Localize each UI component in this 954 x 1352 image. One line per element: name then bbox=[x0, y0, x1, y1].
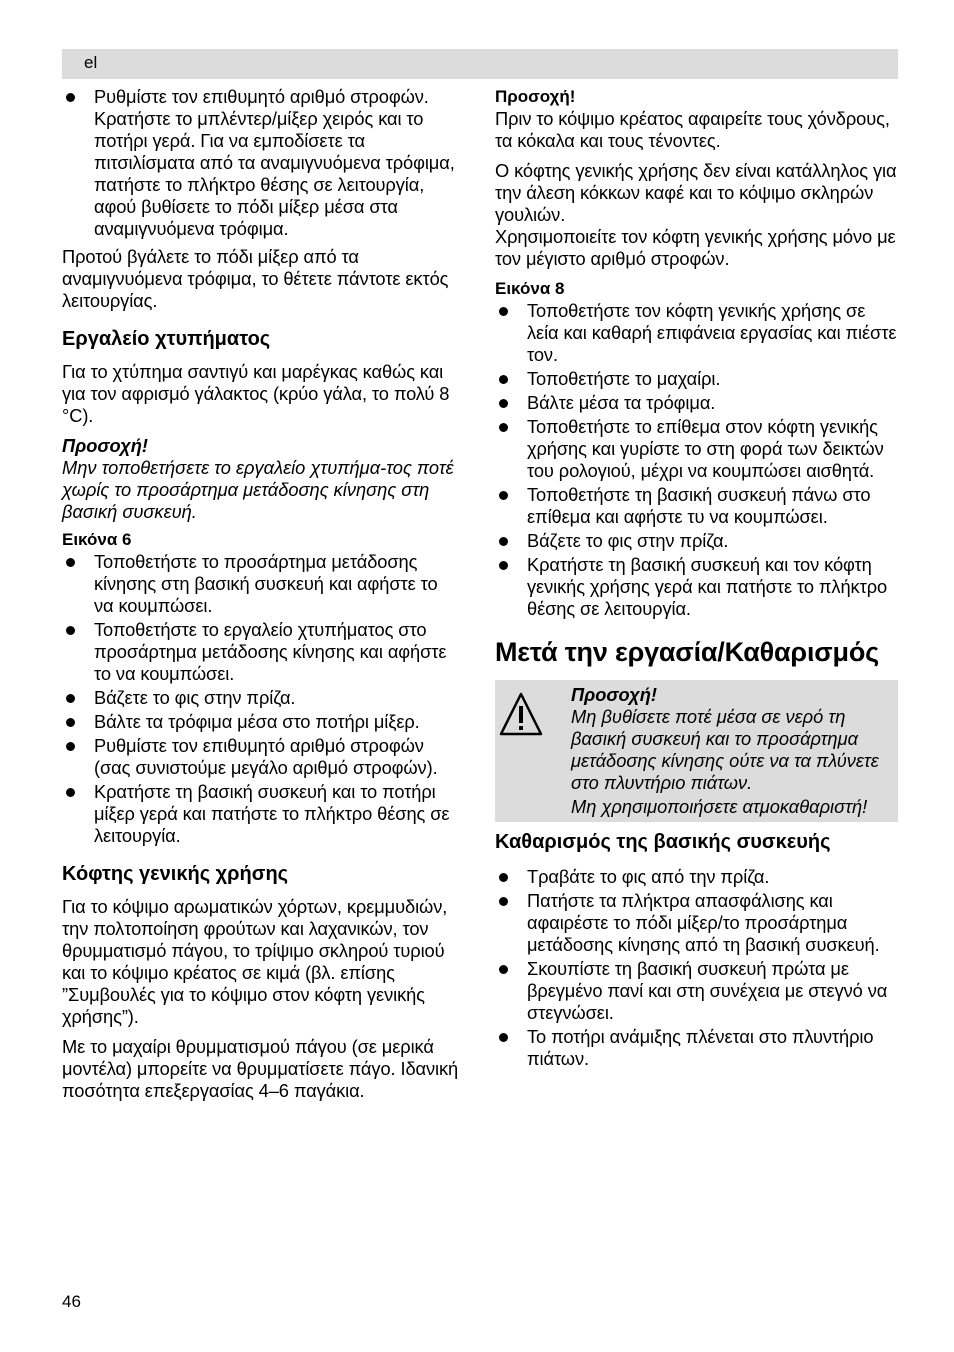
caution-paragraph-1: Πριν το κόψιμο κρέατος αφαιρείτε τους χόνδρους, τα κόκαλα και τους τένοντες. bbox=[495, 108, 890, 151]
whisk-paragraph: Για το χτύπημα σαντιγύ και μαρέγκας καθώς και για τον αφρισμό γάλακτος (κρύο γάλα, το πολύ 8 °C). bbox=[62, 361, 450, 426]
warning-triangle-icon bbox=[495, 684, 571, 818]
caution-paragraph-3: Χρησιμοποιείτε τον κόφτη γενικής χρήσης μόνο με τον μέγιστο αριθμό στροφών. bbox=[495, 226, 896, 269]
list-item bbox=[495, 392, 898, 414]
list-item-text: Το ποτήρι ανάμιξης πλένεται στο πλυντήριο πιάτων. bbox=[527, 1026, 874, 1069]
language-bar bbox=[62, 49, 898, 79]
warning-text-2: Μη χρησιμοποιήσετε ατμοκαθαριστή! bbox=[571, 796, 868, 817]
list-item-text: Κρατήστε τη βασική συσκευή και τον κόφτη γενικής χρήσης γερά και πατήστε το πλήκτρο θέσης σε λειτουργία. bbox=[527, 554, 888, 619]
list-item-text: Βάζετε το φις στην πρίζα. bbox=[527, 530, 729, 551]
list-item-text: Τοποθετήστε το επίθεμα στον κόφτη γενικής χρήσης και γυρίστε το στη φορά των δεικτών του ρολογιού, μέχρι να κουμπώσει αισθητά. bbox=[527, 416, 884, 481]
list-item-text: Τοποθετήστε τη βασική συσκευή πάνω στο επίθεμα και αφήστε τυ να κουμπώσει. bbox=[527, 484, 871, 527]
warning-text-block bbox=[571, 684, 898, 818]
bullet-icon bbox=[499, 307, 508, 316]
warning-text: Μη βυθίσετε ποτέ μέσα σε νερό τη βασική συσκευή και το προσάρτημα μετάδοσης κίνησης ούτε να τα πλύνετε στο πλυντήριο πιάτων. bbox=[571, 706, 879, 793]
whisk-heading: Εργαλείο χτυπήματος bbox=[62, 328, 271, 350]
figure-8-label: Εικόνα 8 bbox=[495, 279, 565, 298]
list-item-text: Βάλτε μέσα τα τρόφιμα. bbox=[527, 392, 716, 413]
bullet-icon bbox=[499, 399, 508, 408]
bullet-icon bbox=[499, 897, 508, 906]
cleaning-list bbox=[495, 866, 898, 1070]
caution-paragraph-2: Ο κόφτης γενικής χρήσης δεν είναι κατάλληλος για την άλεση κόκκων καφέ και το κόψιμο σκληρών γουλιών. bbox=[495, 160, 897, 225]
chopper-paragraph-1: Για το κόψιμο αρωματικών χόρτων, κρεμμυδιών, την πολτοποίηση φρούτων και λαχανικών, τον θρυμματισμό πάγου, το τρίψιμο σκληρού τυριού και το κόψιμο κρέατος σε κιμά (βλ. επίσης ”Συμβουλές για το κόψιμο στον κόφτη γενικής χρήσης”). bbox=[62, 896, 448, 1027]
warning-title: Προσοχή! bbox=[571, 684, 657, 705]
bullet-icon bbox=[499, 491, 508, 500]
list-item bbox=[495, 368, 898, 390]
chopper-paragraph-2: Με το μαχαίρι θρυμματισμού πάγου (σε μερικά μοντέλα) μπορείτε να θρυμματίσετε πάγο. Ιδανική ποσότητα επεξεργασίας 4–6 παγάκια. bbox=[62, 1036, 459, 1101]
list-item-text: Τοποθετήστε το εργαλείο χτυπήματος στο προσάρτημα μετάδοσης κίνησης και αφήστε το να κουμπώσει. bbox=[94, 619, 447, 684]
list-item bbox=[62, 687, 462, 709]
list-item bbox=[62, 781, 462, 847]
section-heading: Μετά την εργασία/Καθαρισμός bbox=[495, 637, 879, 667]
bullet-icon bbox=[499, 561, 508, 570]
whisk-caution-text: Μην τοποθετήσετε το εργαλείο χτυπήμα-τος ποτέ χωρίς το προσάρτημα μετάδοσης κίνησης στη βασική συσκευή. bbox=[62, 457, 454, 522]
bullet-icon bbox=[499, 1033, 508, 1042]
intro-paragraph: Προτού βγάλετε το πόδι μίξερ από τα αναμιγνυόμενα τρόφιμα, το θέτετε πάντοτε εκτός λειτουργίας. bbox=[62, 246, 449, 311]
list-item-text: Ρυθμίστε τον επιθυμητό αριθμό στροφών. Κρατήστε το μπλέντερ/μίξερ χειρός και το ποτήρι γερά. Για να εμποδίσετε τα πιτσιλίσματα από τα αναμιγνυόμενα τρόφιμα, πατήστε το πλήκτρο θέσης σε λειτουργία, αφού βυθίσετε το πόδι μίξερ μέσα στα αναμιγνυόμενα τρόφιμα. bbox=[94, 86, 455, 239]
warning-box bbox=[495, 680, 898, 822]
list-item-text: Βάλτε τα τρόφιμα μέσα στο ποτήρι μίξερ. bbox=[94, 711, 420, 732]
bullet-icon bbox=[499, 423, 508, 432]
list-item-text: Σκουπίστε τη βασική συσκευή πρώτα με βρεγμένο πανί και στη συνέχεια με στεγνό να στεγνώσει. bbox=[527, 958, 888, 1023]
list-item-text: Κρατήστε τη βασική συσκευή και το ποτήρι μίξερ γερά και πατήστε το πλήκτρο θέσης σε λειτουργία. bbox=[94, 781, 450, 846]
cleaning-heading: Καθαρισμός της βασικής συσκευής bbox=[495, 831, 831, 853]
list-item bbox=[62, 619, 462, 685]
list-item-text: Ρυθμίστε τον επιθυμητό αριθμό στροφών (σας συνιστούμε μεγάλο αριθμό στροφών). bbox=[94, 735, 438, 778]
figure-6-list bbox=[62, 551, 462, 847]
chopper-heading: Κόφτης γενικής χρήσης bbox=[62, 863, 289, 885]
page-number: 46 bbox=[62, 1292, 81, 1311]
list-item bbox=[62, 711, 462, 733]
list-item bbox=[495, 484, 898, 528]
list-item bbox=[495, 300, 898, 366]
list-item bbox=[62, 86, 462, 240]
list-item bbox=[62, 551, 462, 617]
list-item bbox=[495, 530, 898, 552]
bullet-icon bbox=[66, 742, 75, 751]
list-item bbox=[495, 554, 898, 620]
bullet-icon bbox=[499, 873, 508, 882]
right-column bbox=[495, 86, 898, 1076]
left-column bbox=[62, 86, 462, 1110]
bullet-icon bbox=[66, 93, 75, 102]
figure-8-list bbox=[495, 300, 898, 620]
list-item-text: Τοποθετήστε το προσάρτημα μετάδοσης κίνησης στη βασική συσκευή και αφήστε το να κουμπώσει. bbox=[94, 551, 438, 616]
list-item bbox=[495, 416, 898, 482]
caution-label: Προσοχή! bbox=[495, 87, 576, 106]
bullet-icon bbox=[499, 965, 508, 974]
bullet-icon bbox=[499, 375, 508, 384]
list-item bbox=[495, 866, 898, 888]
list-item-text: Τοποθετήστε το μαχαίρι. bbox=[527, 368, 721, 389]
list-item-text: Πατήστε τα πλήκτρα απασφάλισης και αφαιρέστε το πόδι μίξερ/το προσάρτημα μετάδοσης κίνησης από τη βασική συσκευή. bbox=[527, 890, 880, 955]
figure-6-label: Εικόνα 6 bbox=[62, 530, 132, 549]
intro-list bbox=[62, 86, 462, 240]
list-item bbox=[495, 958, 898, 1024]
bullet-icon bbox=[499, 537, 508, 546]
whisk-caution-title: Προσοχή! bbox=[62, 435, 148, 456]
list-item bbox=[62, 735, 462, 779]
bullet-icon bbox=[66, 694, 75, 703]
bullet-icon bbox=[66, 558, 75, 567]
bullet-icon bbox=[66, 788, 75, 797]
language-code: el bbox=[84, 53, 98, 72]
list-item bbox=[495, 890, 898, 956]
list-item-text: Τραβάτε το φις από την πρίζα. bbox=[527, 866, 770, 887]
bullet-icon bbox=[66, 626, 75, 635]
list-item-text: Τοποθετήστε τον κόφτη γενικής χρήσης σε λεία και καθαρή επιφάνεια εργασίας και πιέστε τον. bbox=[527, 300, 897, 365]
list-item bbox=[495, 1026, 898, 1070]
list-item-text: Βάζετε το φις στην πρίζα. bbox=[94, 687, 296, 708]
bullet-icon bbox=[66, 718, 75, 727]
